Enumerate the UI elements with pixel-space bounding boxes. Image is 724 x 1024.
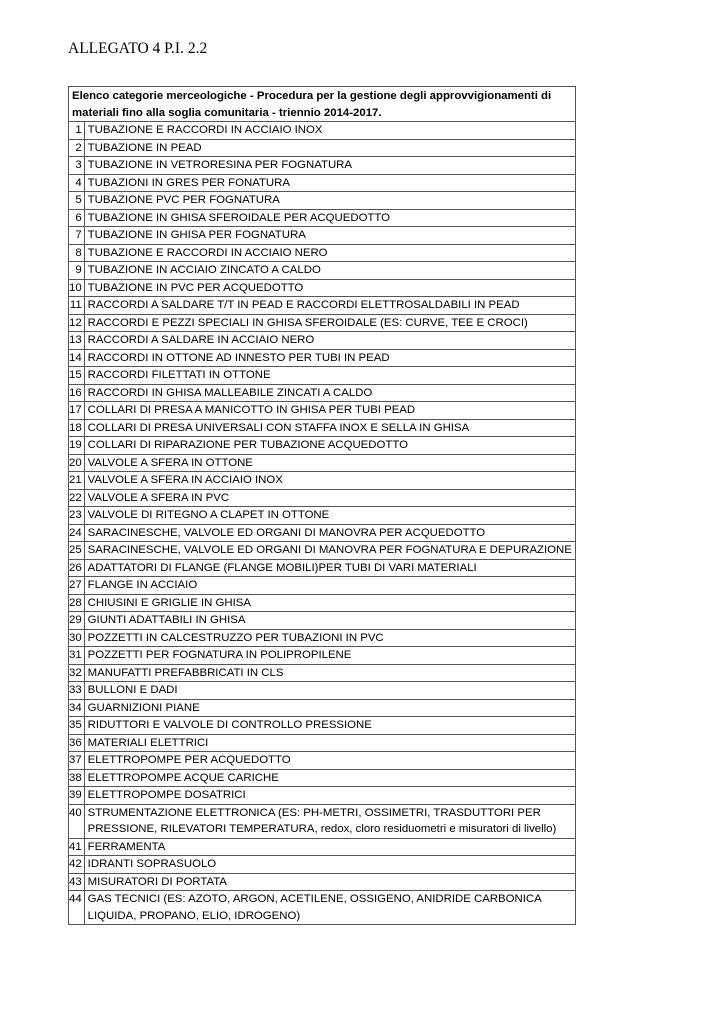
table-row xyxy=(69,384,576,402)
table-row xyxy=(69,192,576,210)
row-description: TUBAZIONI IN GRES PER FONATURA xyxy=(84,174,575,192)
row-number: 39 xyxy=(69,787,85,805)
row-number: 16 xyxy=(69,384,85,402)
table-row xyxy=(69,437,576,455)
row-number: 42 xyxy=(69,856,85,874)
row-description: ELETTROPOMPE PER ACQUEDOTTO xyxy=(84,752,575,770)
table-row xyxy=(69,209,576,227)
row-description: MANUFATTI PREFABBRICATI IN CLS xyxy=(84,664,575,682)
row-number: 4 xyxy=(69,174,85,192)
table-row xyxy=(69,349,576,367)
table-row xyxy=(69,157,576,175)
row-description: TUBAZIONE IN GHISA PER FOGNATURA xyxy=(84,227,575,245)
row-number: 18 xyxy=(69,419,85,437)
row-description: COLLARI DI PRESA UNIVERSALI CON STAFFA INOX E SELLA IN GHISA xyxy=(84,419,575,437)
row-description: RACCORDI E PEZZI SPECIALI IN GHISA SFEROIDALE (ES: CURVE, TEE E CROCI) xyxy=(84,314,575,332)
table-header-row xyxy=(69,87,576,122)
row-description: STRUMENTAZIONE ELETTRONICA (ES: PH-METRI, OSSIMETRI, TRASDUTTORI PER PRESSIONE, RILEVATORI TEMPERATURA, redox, cloro residuometri e misuratori di livello) xyxy=(84,804,575,838)
table-row xyxy=(69,279,576,297)
table-row xyxy=(69,891,576,925)
table-row xyxy=(69,419,576,437)
row-description: VALVOLE DI RITEGNO A CLAPET IN OTTONE xyxy=(84,507,575,525)
row-number: 41 xyxy=(69,838,85,856)
row-description: RACCORDI IN GHISA MALLEABILE ZINCATI A CALDO xyxy=(84,384,575,402)
row-number: 9 xyxy=(69,262,85,280)
row-number: 33 xyxy=(69,682,85,700)
row-description: RACCORDI A SALDARE IN ACCIAIO NERO xyxy=(84,332,575,350)
row-number: 38 xyxy=(69,769,85,787)
row-number: 5 xyxy=(69,192,85,210)
table-row xyxy=(69,244,576,262)
row-number: 30 xyxy=(69,629,85,647)
table-row xyxy=(69,402,576,420)
row-number: 29 xyxy=(69,612,85,630)
table-row xyxy=(69,472,576,490)
row-description: ELETTROPOMPE ACQUE CARICHE xyxy=(84,769,575,787)
row-number: 13 xyxy=(69,332,85,350)
categories-table xyxy=(68,86,576,925)
table-row xyxy=(69,752,576,770)
row-description: ADATTATORI DI FLANGE (FLANGE MOBILI)PER TUBI DI VARI MATERIALI xyxy=(84,559,575,577)
table-row xyxy=(69,612,576,630)
row-number: 28 xyxy=(69,594,85,612)
table-row xyxy=(69,647,576,665)
row-description: RACCORDI FILETTATI IN OTTONE xyxy=(84,367,575,385)
table-row xyxy=(69,367,576,385)
row-number: 24 xyxy=(69,524,85,542)
row-number: 12 xyxy=(69,314,85,332)
table-row xyxy=(69,769,576,787)
table-row xyxy=(69,699,576,717)
row-description: TUBAZIONE IN ACCIAIO ZINCATO A CALDO xyxy=(84,262,575,280)
row-number: 22 xyxy=(69,489,85,507)
row-description: RIDUTTORI E VALVOLE DI CONTROLLO PRESSIONE xyxy=(84,717,575,735)
table-row xyxy=(69,559,576,577)
table-row xyxy=(69,577,576,595)
row-description: TUBAZIONE IN GHISA SFEROIDALE PER ACQUEDOTTO xyxy=(84,209,575,227)
table-row xyxy=(69,454,576,472)
row-description: TUBAZIONE IN PEAD xyxy=(84,139,575,157)
row-number: 7 xyxy=(69,227,85,245)
row-description: FERRAMENTA xyxy=(84,838,575,856)
table-row xyxy=(69,629,576,647)
row-description: TUBAZIONE IN VETRORESINA PER FOGNATURA xyxy=(84,157,575,175)
row-description: RACCORDI A SALDARE T/T IN PEAD E RACCORDI ELETTROSALDABILI IN PEAD xyxy=(84,297,575,315)
table-row xyxy=(69,139,576,157)
document-title: ALLEGATO 4 P.I. 2.2 xyxy=(68,40,208,57)
table-row xyxy=(69,594,576,612)
row-description: TUBAZIONE PVC PER FOGNATURA xyxy=(84,192,575,210)
table-body xyxy=(69,122,576,925)
table-row xyxy=(69,489,576,507)
row-description: TUBAZIONE IN PVC PER ACQUEDOTTO xyxy=(84,279,575,297)
row-description: TUBAZIONE E RACCORDI IN ACCIAIO NERO xyxy=(84,244,575,262)
row-description: MATERIALI ELETTRICI xyxy=(84,734,575,752)
row-number: 10 xyxy=(69,279,85,297)
table-row xyxy=(69,682,576,700)
table-row xyxy=(69,856,576,874)
row-description: MISURATORI DI PORTATA xyxy=(84,873,575,891)
row-description: SARACINESCHE, VALVOLE ED ORGANI DI MANOVRA PER FOGNATURA E DEPURAZIONE xyxy=(84,542,575,560)
row-number: 25 xyxy=(69,542,85,560)
table-row xyxy=(69,873,576,891)
table-row xyxy=(69,227,576,245)
row-number: 35 xyxy=(69,717,85,735)
row-description: ELETTROPOMPE DOSATRICI xyxy=(84,787,575,805)
table-row xyxy=(69,314,576,332)
row-number: 32 xyxy=(69,664,85,682)
table-row xyxy=(69,297,576,315)
table-row xyxy=(69,262,576,280)
row-description: POZZETTI PER FOGNATURA IN POLIPROPILENE xyxy=(84,647,575,665)
table-row xyxy=(69,542,576,560)
row-description: FLANGE IN ACCIAIO xyxy=(84,577,575,595)
row-description: GAS TECNICI (ES: AZOTO, ARGON, ACETILENE, OSSIGENO, ANIDRIDE CARBONICA LIQUIDA, PROPANO, ELIO, IDROGENO) xyxy=(84,891,575,925)
row-description: BULLONI E DADI xyxy=(84,682,575,700)
row-number: 27 xyxy=(69,577,85,595)
row-number: 3 xyxy=(69,157,85,175)
table-row xyxy=(69,664,576,682)
row-number: 17 xyxy=(69,402,85,420)
row-number: 11 xyxy=(69,297,85,315)
row-description: GIUNTI ADATTABILI IN GHISA xyxy=(84,612,575,630)
row-description: TUBAZIONE E RACCORDI IN ACCIAIO INOX xyxy=(84,122,575,140)
row-number: 14 xyxy=(69,349,85,367)
row-number: 19 xyxy=(69,437,85,455)
table-row xyxy=(69,524,576,542)
table-row xyxy=(69,787,576,805)
row-number: 23 xyxy=(69,507,85,525)
table-row xyxy=(69,838,576,856)
row-description: VALVOLE A SFERA IN ACCIAIO INOX xyxy=(84,472,575,490)
table-row xyxy=(69,804,576,838)
row-number: 2 xyxy=(69,139,85,157)
row-description: POZZETTI IN CALCESTRUZZO PER TUBAZIONI IN PVC xyxy=(84,629,575,647)
row-description: COLLARI DI RIPARAZIONE PER TUBAZIONE ACQUEDOTTO xyxy=(84,437,575,455)
row-number: 34 xyxy=(69,699,85,717)
row-number: 15 xyxy=(69,367,85,385)
row-number: 44 xyxy=(69,891,85,925)
row-number: 40 xyxy=(69,804,85,838)
row-number: 43 xyxy=(69,873,85,891)
row-description: CHIUSINI E GRIGLIE IN GHISA xyxy=(84,594,575,612)
row-description: VALVOLE A SFERA IN PVC xyxy=(84,489,575,507)
table-row xyxy=(69,332,576,350)
row-number: 31 xyxy=(69,647,85,665)
row-description: VALVOLE A SFERA IN OTTONE xyxy=(84,454,575,472)
table-row xyxy=(69,734,576,752)
row-description: COLLARI DI PRESA A MANICOTTO IN GHISA PER TUBI PEAD xyxy=(84,402,575,420)
table-row xyxy=(69,174,576,192)
table-heading: Elenco categorie merceologiche - Procedura per la gestione degli approvvigionamenti di materiali fino alla soglia comunitaria - triennio 2014-2017. xyxy=(69,87,576,122)
row-number: 20 xyxy=(69,454,85,472)
row-number: 37 xyxy=(69,752,85,770)
table-row xyxy=(69,717,576,735)
row-description: IDRANTI SOPRASUOLO xyxy=(84,856,575,874)
row-number: 36 xyxy=(69,734,85,752)
row-number: 8 xyxy=(69,244,85,262)
table-row xyxy=(69,122,576,140)
row-number: 1 xyxy=(69,122,85,140)
table-row xyxy=(69,507,576,525)
row-description: GUARNIZIONI PIANE xyxy=(84,699,575,717)
row-number: 6 xyxy=(69,209,85,227)
row-number: 26 xyxy=(69,559,85,577)
row-description: RACCORDI IN OTTONE AD INNESTO PER TUBI IN PEAD xyxy=(84,349,575,367)
row-number: 21 xyxy=(69,472,85,490)
row-description: SARACINESCHE, VALVOLE ED ORGANI DI MANOVRA PER ACQUEDOTTO xyxy=(84,524,575,542)
